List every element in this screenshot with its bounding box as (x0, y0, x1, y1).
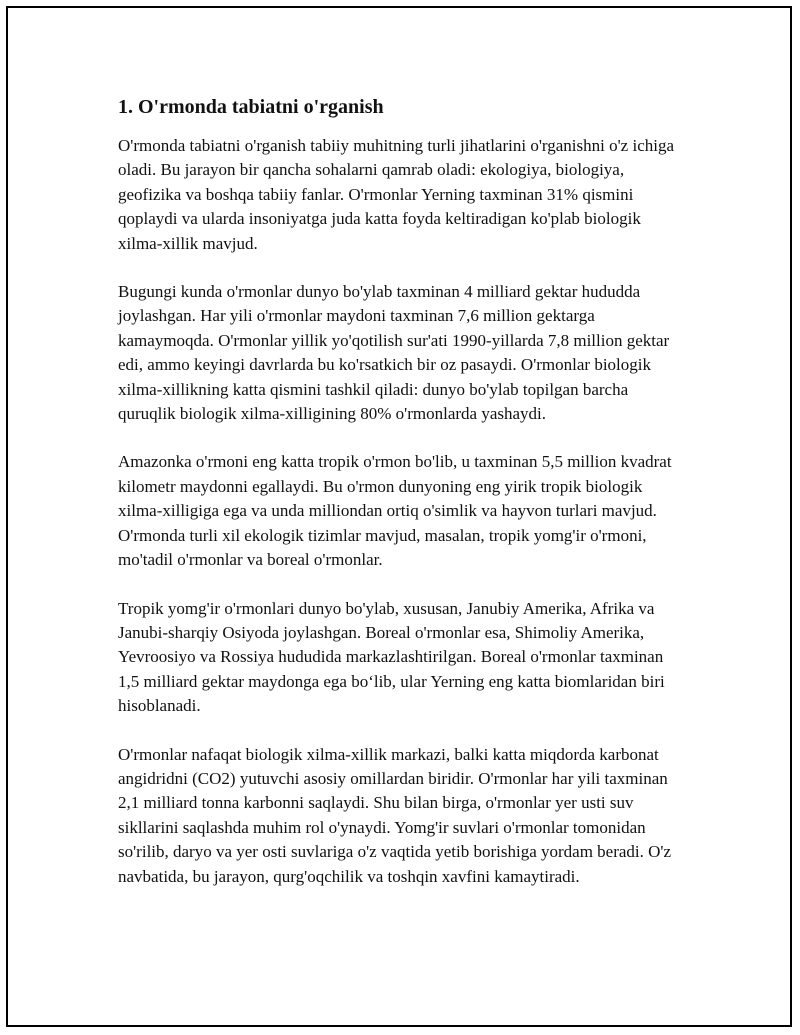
document-body (118, 94, 686, 913)
section-title: 1. O'rmonda tabiatni o'rganish (118, 96, 384, 118)
paragraph-4: Tropik yomg'ir o'rmonlari dunyo bo'ylab, xususan, Janubiy Amerika, Afrika va Janubi-sharqiy Osiyoda joylashgan. Boreal o'rmonlar esa, Shimoliy Amerika, Yevroosiyo va Rossiya hududida markazlashtirilgan. Boreal o'rmonlar taxminan 1,5 milliard gektar maydonga ega bo‘lib, ular Yerning eng katta biomlaridan biri hisoblanadi. (118, 598, 665, 716)
paragraph-2: Bugungi kunda o'rmonlar dunyo bo'ylab taxminan 4 milliard gektar hududda joylashgan. Har yili o'rmonlar maydoni taxminan 7,6 million gektarga kamaymoqda. O'rmonlar yillik yo'qotilish sur'ati 1990-yillarda 7,8 million gektar edi, ammo keyingi davrlarda bu ko'rsatkich bir oz pasaydi. O'rmonlar biologik xilma-xillikning katta qismini tashkil qiladi: dunyo bo'ylab topilgan barcha quruqlik biologik xilma-xilligining 80% o'rmonlarda yashaydi. (118, 282, 670, 424)
paragraph-1: O'rmonda tabiatni o'rganish tabiiy muhitning turli jihatlarini o'rganishni o'z ichiga oladi. Bu jarayon bir qancha sohalarni qamrab oladi: ekologiya, biologiya, geofizika va boshqa tabiiy fanlar. O'rmonlar Yerning taxminan 31% qismini qoplaydi va ularda insoniyatga juda katta foyda keltiradigan ko'plab biologik xilma-xillik mavjud. (118, 136, 675, 253)
paragraph-3: Amazonka o'rmoni eng katta tropik o'rmon bo'lib, u taxminan 5,5 million kvadrat kilometr maydonni egallaydi. Bu o'rmon dunyoning eng yirik tropik biologik xilma-xilligiga ega va unda milliondan ortiq o'simlik va hayvon turlari mavjud. O'rmonda turli xil ekologik tizimlar mavjud, masalan, tropik yomg'ir o'rmoni, mo'tadil o'rmonlar va boreal o'rmonlar. (118, 452, 672, 570)
paragraph-5: O'rmonlar nafaqat biologik xilma-xillik markazi, balki katta miqdorda karbonat angidridni (CO2) yutuvchi asosiy omillardan biridir. O'rmonlar har yili taxminan 2,1 milliard tonna karbonni saqlaydi. Shu bilan birga, o'rmonlar yer usti suv sikllarini saqlashda muhim rol o'ynaydi. Yomg'ir suvlari o'rmonlar tomonidan so'rilib, daryo va yer osti suvlariga o'z vaqtida yetib borishiga yordam beradi. O'z navbatida, bu jarayon, qurg'oqchilik va toshqin xavfini kamaytiradi. (118, 744, 672, 886)
